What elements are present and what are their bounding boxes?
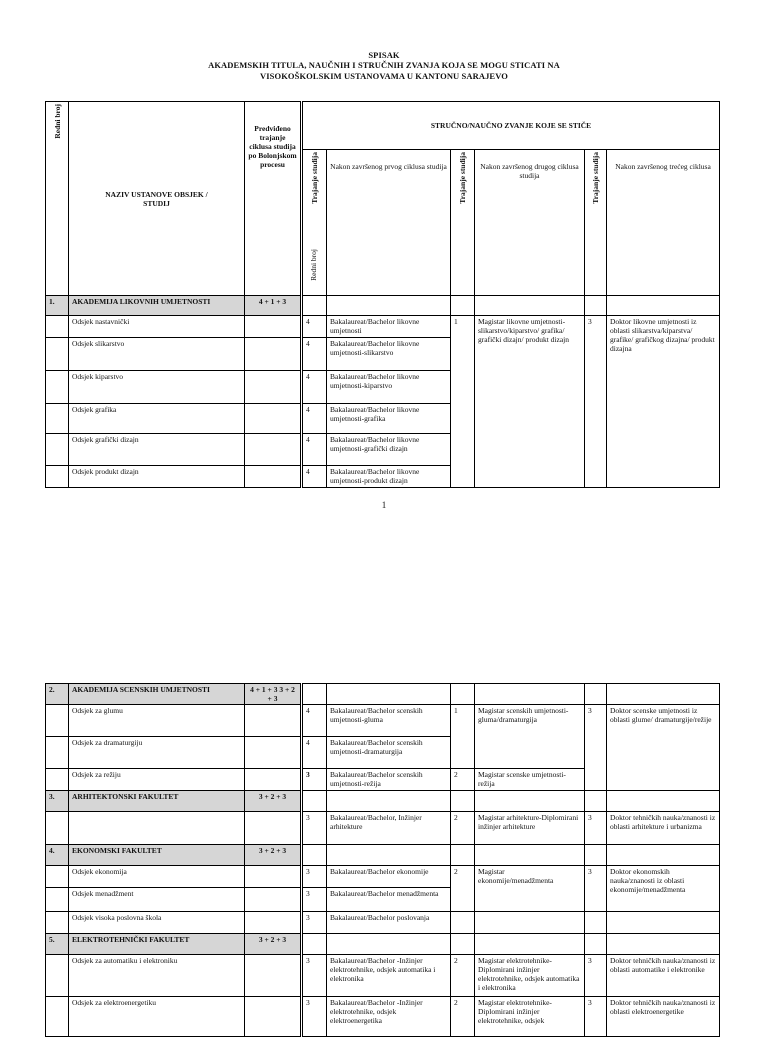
third-cycle-title: Doktor ekonomskih nauka/znanosti iz oblasti ekonomije/menadžmenta	[607, 866, 720, 912]
department-name: Odsjek menadžment	[69, 888, 245, 912]
table-row	[46, 812, 720, 845]
second-cycle-years: 2	[451, 812, 475, 845]
department-name: Odsjek slikarstvo	[69, 338, 245, 371]
document-subtitle-line1: AKADEMSKIH TITULA, NAUČNIH I STRUČNIH ZVANJA KOJA SE MOGU STICATI NA	[208, 60, 560, 70]
section-number: 5.	[46, 934, 69, 955]
first-cycle-title: Bakalaureat/Bachelor menadžmenta	[327, 888, 451, 912]
section-number: 1.	[46, 296, 69, 316]
second-cycle-title: Magistar scenske umjetnosti-režija	[475, 769, 585, 791]
table-row	[46, 997, 720, 1037]
second-cycle-years: 2	[451, 769, 475, 791]
table-row	[46, 705, 720, 737]
document-title: SPISAK	[368, 50, 400, 60]
second-cycle-years: 2	[451, 955, 475, 997]
department-name: Odsjek za režiju	[69, 769, 245, 791]
first-cycle-title: Bakalaureat/Bachelor likovne umjetnosti-produkt dizajn	[327, 466, 451, 488]
section-cycle: 4 + 1 + 3	[245, 296, 302, 316]
section-row	[46, 684, 720, 705]
department-name: Odsjek visoka poslovna škola	[69, 912, 245, 934]
third-cycle-years: 3	[585, 705, 607, 791]
department-name: Odsjek za automatiku i elektroniku	[69, 955, 245, 997]
second-cycle-years: 2	[451, 997, 475, 1037]
first-cycle-title: Bakalaureat/Bachelor ekonomije	[327, 866, 451, 888]
department-name: Odsjek za glumu	[69, 705, 245, 737]
first-cycle-years: 3	[302, 888, 327, 912]
first-cycle-years: 4	[302, 371, 327, 404]
department-name: Odsjek ekonomija	[69, 866, 245, 888]
first-cycle-years: 4	[302, 705, 327, 737]
first-cycle-years: 3	[302, 866, 327, 888]
third-cycle-years: 3	[585, 997, 607, 1037]
second-cycle-title: Magistar elektrotehnike-Diplomirani inžinjer elektrotehnike, odsjek	[475, 997, 585, 1037]
department-name: Odsjek kiparstvo	[69, 371, 245, 404]
table-row	[46, 955, 720, 997]
first-cycle-title: Bakalaureat/Bachelor, Inžinjer arhitekture	[327, 812, 451, 845]
section-number: 3.	[46, 791, 69, 812]
header-prvi-ciklus: Nakon završenog prvog ciklusa studija	[327, 150, 451, 296]
section-number: 4.	[46, 845, 69, 866]
second-cycle-title: Magistar elektrotehnike-Diplomirani inžinjer elektrotehnike, odsjek automatika i elektronika	[475, 955, 585, 997]
header-redni-broj: Redni broj	[46, 102, 69, 296]
second-cycle-title: Magistar likovne umjetnosti-slikarstvo/kiparstvo/ grafika/ grafički dizajn/ produkt dizajn	[475, 316, 585, 488]
titles-table-page2	[45, 683, 720, 1037]
table-row	[46, 866, 720, 888]
document-subtitle-line2: VISOKOŠKOLSKIM USTANOVAMA U KANTONU SARAJEVO	[260, 71, 508, 81]
titles-table-page1	[45, 101, 720, 488]
section-cycle: 3 + 2 + 3	[245, 934, 302, 955]
third-cycle-title: Doktor likovne umjetnosti iz oblasti slikarstva/kiparstva/ grafike/ grafičkog dizajna/ produkt dizajna	[607, 316, 720, 488]
department-name: Odsjek za elektroenergetiku	[69, 997, 245, 1037]
table-row	[46, 316, 720, 338]
first-cycle-years: 4	[302, 404, 327, 434]
first-cycle-title: Bakalaureat/Bachelor likovne umjetnosti-grafički dizajn	[327, 434, 451, 466]
first-cycle-years: 4	[302, 338, 327, 371]
third-cycle-years: 3	[585, 316, 607, 488]
first-cycle-title: Bakalaureat/Bachelor likovne umjetnosti-grafika	[327, 404, 451, 434]
first-cycle-years: 4	[302, 466, 327, 488]
third-cycle-title: Doktor tehničkih nauka/znanosti iz oblasti automatike i elektronike	[607, 955, 720, 997]
section-row	[46, 934, 720, 955]
section-row	[46, 791, 720, 812]
second-cycle-title: Magistar arhitekture-Diplomirani inžinjer arhitekture	[475, 812, 585, 845]
first-cycle-years: 3	[302, 997, 327, 1037]
section-row	[46, 845, 720, 866]
third-cycle-title: Doktor tehničkih nauka/znanosti iz oblasti elektroenergetike	[607, 997, 720, 1037]
first-cycle-years: 3	[302, 812, 327, 845]
first-cycle-title: Bakalaureat/Bachelor scenskih umjetnosti-dramaturgija	[327, 737, 451, 769]
first-cycle-title: Bakalaureat/Bachelor -Inžinjer elektrotehnike, odsjek automatika i elektronika	[327, 955, 451, 997]
third-cycle-title: Doktor tehničkih nauka/znanosti iz oblasti arhitekture i urbanizma	[607, 812, 720, 845]
header-trajanje-ciklusa: Predviđeno trajanje ciklusa studija po Bolonjskom procesu	[245, 102, 302, 296]
first-cycle-years: 4	[302, 316, 327, 338]
third-cycle-title: Doktor scenske umjetnosti iz oblasti glume/ dramaturgije/režije	[607, 705, 720, 791]
table-row	[46, 912, 720, 934]
section-cycle: 3 + 2 + 3	[245, 845, 302, 866]
department-name: Odsjek grafika	[69, 404, 245, 434]
second-cycle-title: Magistar ekonomije/menadžmenta	[475, 866, 585, 912]
section-name: ELEKTROTEHNIČKI FAKULTET	[69, 934, 245, 955]
section-name: AKADEMIJA LIKOVNIH UMJETNOSTI	[69, 296, 245, 316]
second-cycle-title: Magistar scenskih umjetnosti-gluma/dramaturgija	[475, 705, 585, 769]
first-cycle-title: Bakalaureat/Bachelor likovne umjetnosti	[327, 316, 451, 338]
first-cycle-years: 3	[302, 955, 327, 997]
header-zvanje: STRUČNO/NAUČNO ZVANJE KOJE SE STIČE	[302, 102, 720, 150]
section-cycle: 4 + 1 + 3 3 + 2 + 3	[245, 684, 302, 705]
page-number: 1	[381, 500, 387, 510]
first-cycle-title: Bakalaureat/Bachelor likovne umjetnosti-kiparstvo	[327, 371, 451, 404]
first-cycle-title: Bakalaureat/Bachelor poslovanja	[327, 912, 451, 934]
first-cycle-years: 4	[302, 434, 327, 466]
header-redni-broj-sub: Redni broj	[309, 249, 318, 281]
first-cycle-years: 4	[302, 737, 327, 769]
header-trajanje-studija-1: Trajanje studija Redni broj	[302, 150, 327, 296]
department-name: Odsjek nastavnički	[69, 316, 245, 338]
second-cycle-years: 1	[451, 316, 475, 488]
section-name: ARHITEKTONSKI FAKULTET	[69, 791, 245, 812]
first-cycle-years: 3	[302, 912, 327, 934]
first-cycle-title: Bakalaureat/Bachelor likovne umjetnosti-slikarstvo	[327, 338, 451, 371]
third-cycle-years: 3	[585, 812, 607, 845]
first-cycle-years: 3	[302, 769, 327, 791]
section-number: 2.	[46, 684, 69, 705]
section-name: EKONOMSKI FAKULTET	[69, 845, 245, 866]
second-cycle-years: 1	[451, 705, 475, 769]
header-trajanje-studija-3: Trajanje studija	[585, 150, 607, 296]
section-row	[46, 296, 720, 316]
department-name: Odsjek grafički dizajn	[69, 434, 245, 466]
header-naziv-ustanove: NAZIV USTANOVE OBSJEK / STUDIJ	[69, 102, 245, 296]
third-cycle-years: 3	[585, 866, 607, 912]
header-drugi-ciklus: Nakon završenog drugog ciklusa studija	[475, 150, 585, 296]
section-cycle: 3 + 2 + 3	[245, 791, 302, 812]
first-cycle-title: Bakalaureat/Bachelor -Inžinjer elektrotehnike, odsjek elektroenergetika	[327, 997, 451, 1037]
department-name: Odsjek za dramaturgiju	[69, 737, 245, 769]
first-cycle-title: Bakalaureat/Bachelor scenskih umjetnosti-gluma	[327, 705, 451, 737]
second-cycle-years: 2	[451, 866, 475, 912]
first-cycle-title: Bakalaureat/Bachelor scenskih umjetnosti-režija	[327, 769, 451, 791]
header-treci-ciklus: Nakon završenog trećeg ciklusa	[607, 150, 720, 296]
third-cycle-years: 3	[585, 955, 607, 997]
section-name: AKADEMIJA SCENSKIH UMJETNOSTI	[69, 684, 245, 705]
header-trajanje-studija-2: Trajanje studija	[451, 150, 475, 296]
department-name: Odsjek produkt dizajn	[69, 466, 245, 488]
